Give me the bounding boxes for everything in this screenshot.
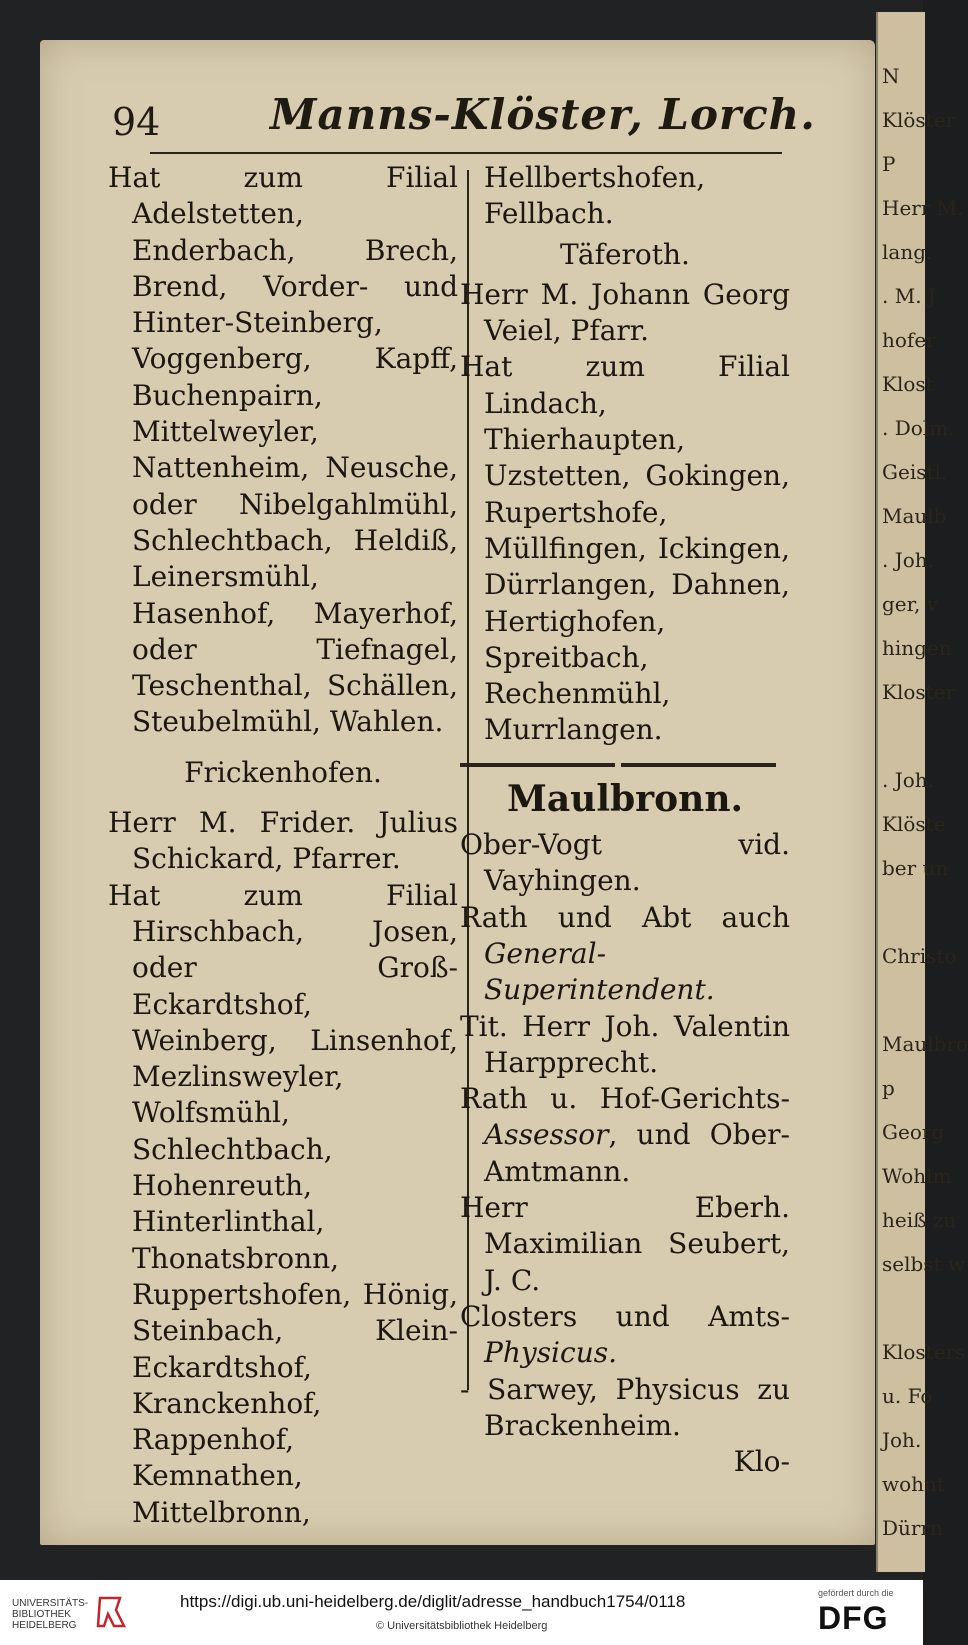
next-page-line: Kloster <box>882 680 956 704</box>
physicus-italic: Physicus. <box>484 1336 617 1370</box>
right-paragraph-sarwey: - Sarwey, Physicus zu Brackenheim. <box>460 1372 790 1442</box>
library-logo-text: UNIVERSITÄTS-BIBLIOTHEK HEIDELBERG <box>12 1598 89 1631</box>
next-page-line: p <box>882 1076 895 1100</box>
next-page-line: u. Fo <box>882 1384 933 1408</box>
right-continuation: Hellbertshofen, Fellbach. <box>484 161 706 231</box>
next-page-line: ber un <box>882 856 949 880</box>
library-logo-icon <box>96 1594 126 1630</box>
copyright-notice: © Universitätsbibliothek Heidelberg <box>376 1620 548 1632</box>
next-page-line: Georg <box>882 1120 945 1144</box>
next-page-line: . M. J <box>882 284 936 308</box>
right-paragraph-pastor: Herr M. Johann Georg Veiel, Pfarr. <box>460 277 790 348</box>
right-paragraph-obervogt: Ober-Vogt vid. Vayhingen. <box>460 828 790 898</box>
dfg-logo: DFG <box>818 1600 889 1636</box>
next-page-line: . Joh. <box>882 768 935 792</box>
right-paragraph-hofgericht <box>460 1081 790 1190</box>
next-page-line: Joh. <box>882 1428 922 1452</box>
next-page-line: Klosters <box>882 1340 966 1364</box>
section-title: Maulbronn. <box>506 777 744 820</box>
physicus-text: Closters und Amts- <box>460 1299 790 1333</box>
header-rule <box>150 152 782 154</box>
right-paragraph-physicus <box>460 1299 790 1372</box>
right-column <box>460 160 790 1480</box>
next-page-line: N <box>882 64 900 88</box>
next-page-line: Klost <box>882 372 934 396</box>
next-page-line: . Joh. <box>882 548 935 572</box>
permalink-url[interactable]: https://digi.ub.uni-heidelberg.de/diglit/adresse_handbuch1754/0118 <box>180 1592 686 1611</box>
rath-abt-text: Rath und Abt auch <box>460 900 790 934</box>
next-page-line: Maulbro <box>882 1032 968 1056</box>
next-page-line: Maulb <box>882 504 947 528</box>
next-page-line: Herr M. <box>882 196 964 220</box>
right-paragraph-harpprecht: Tit. Herr Joh. Valentin Harpprecht. <box>460 1009 790 1079</box>
right-place-heading: Täferoth. <box>560 237 690 271</box>
viewer-footer <box>0 1580 923 1645</box>
left-paragraph-pastor: Herr M. Frider. Julius Schickard, Pfarrer. <box>108 806 458 876</box>
hofgericht-text-a: Rath u. Hof-Gerichts- <box>460 1082 790 1116</box>
next-page-line: Geistl. <box>882 460 948 484</box>
right-paragraph-filial: Hat zum Filial Lindach, Thierhaupten, Uzstetten, Gokingen, Rupertshofe, Müllfingen, Ickingen, Dürrlangen, Dahnen, Hertighofen, Spreitbach, Rechenmühl, Murrlangen. <box>460 350 790 747</box>
next-page-line: lang. <box>882 240 933 264</box>
section-rule <box>460 763 790 767</box>
next-page-sliver <box>876 12 968 1572</box>
next-page-line: hofer <box>882 328 936 352</box>
next-page-line: heiß zu <box>882 1208 957 1232</box>
hofgericht-italic: Assessor <box>484 1118 609 1152</box>
running-head: Manns-Klöster, Lorch. <box>270 90 816 139</box>
next-page-line: Dürrn <box>882 1516 943 1540</box>
left-paragraph-filial-2: Hat zum Filial Hirschbach, Josen, oder Groß-Eckardtshof, Weinberg, Linsenhof, Mezlinsweyler, Wolfsmühl, Schlechtbach, Hohenreuth, Hinterlinthal, Thonatsbronn, Ruppertshofen, Hönig, Steinbach, Klein-Eckardtshof, Kranckenhof, Rappenhof, Kemnathen, Mittelbronn, <box>108 878 458 1529</box>
next-page-line: Wohlm <box>882 1164 952 1188</box>
rath-abt-italic: General-Superintendent. <box>484 936 715 1007</box>
right-paragraph-seubert: Herr Eberh. Maximilian Seubert, J. C. <box>460 1191 790 1297</box>
next-page-line: P <box>882 152 896 176</box>
right-paragraph-rath-abt <box>460 900 790 1009</box>
next-page-line: selbst w <box>882 1252 966 1276</box>
catchword: Klo- <box>733 1445 790 1479</box>
next-page-line: Klöste <box>882 812 946 836</box>
next-page-line: . Dolm. <box>882 416 955 440</box>
hofgericht-text-c: , und Ober-Amtmann. <box>484 1118 790 1188</box>
next-page-line: Christo <box>882 944 957 968</box>
next-page-line: hingen <box>882 636 952 660</box>
left-place-heading: Frickenhofen. <box>184 755 382 789</box>
left-column <box>108 160 458 1531</box>
next-page-line: Klöster <box>882 108 956 132</box>
dfg-funding-note: gefördert durch die <box>818 1588 894 1598</box>
next-page-line: wohnt <box>882 1472 945 1496</box>
left-paragraph-filial-1: Hat zum Filial Adelstetten, Enderbach, Brech, Brend, Vorder- und Hinter-Steinberg, Voggenberg, Kapff, Buchenpairn, Mittelweyler, Nattenheim, Neusche, oder Nibelgahlmühl, Schlechtbach, Heldiß, Leinersmühl, Hasenhof, Mayerhof, oder Tiefnagel, Teschenthal, Schällen, Steubelmühl, Wahlen. <box>108 161 458 739</box>
page-number: 94 <box>112 100 161 144</box>
next-page-line: ger, v <box>882 592 939 616</box>
